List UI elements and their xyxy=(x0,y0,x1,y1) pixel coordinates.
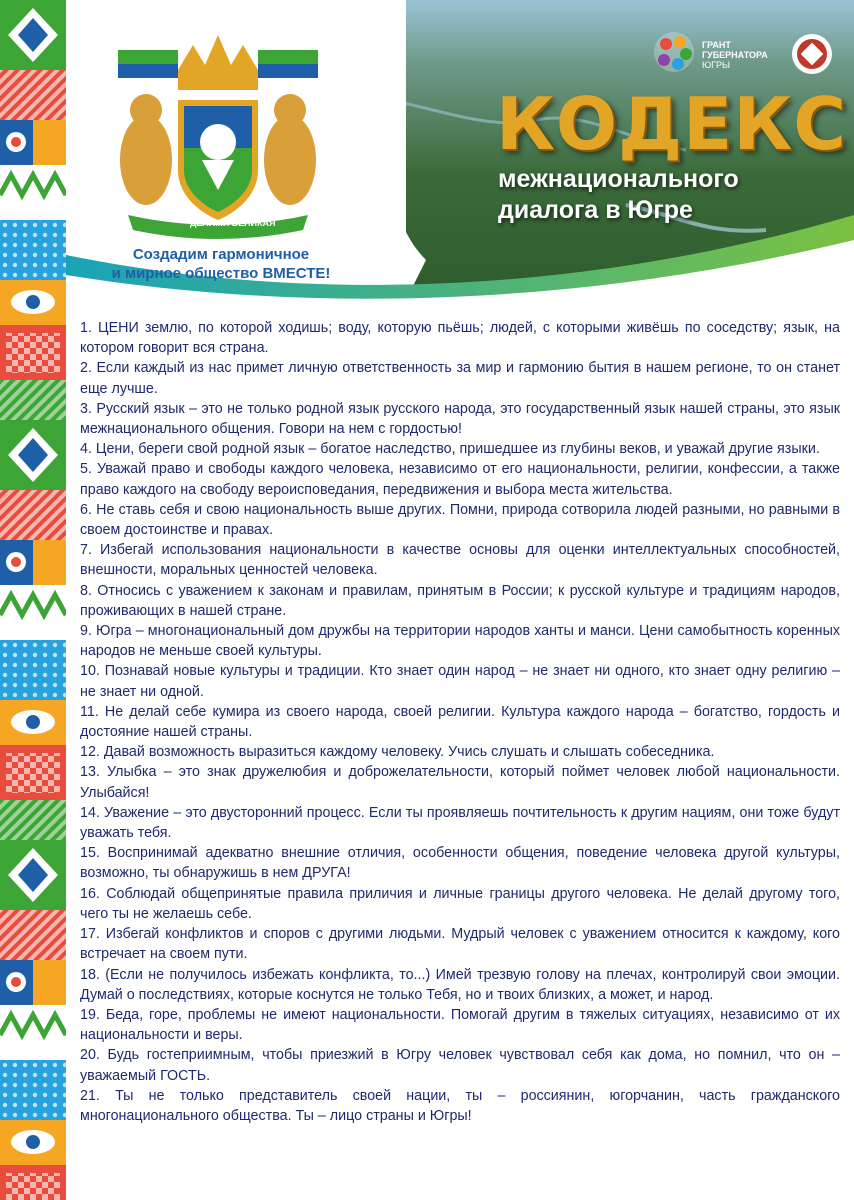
header-banner xyxy=(66,0,854,315)
code-item-19: 19. Беда, горе, проблемы не имеют национальности. Помогай другим в тяжелых ситуациях, независимо от их национальности и веры. xyxy=(80,1006,840,1044)
grant-line-1: ГРАНТ xyxy=(702,40,731,50)
coat-of-arms xyxy=(98,30,338,250)
grant-caption xyxy=(702,40,768,70)
code-item-12: 12. Давай возможность выразиться каждому человеку. Учись слушать и слышать собеседника. xyxy=(80,744,715,761)
code-item-2: 2. Если каждый из нас примет личную ответственность за мир и гармонию бытия в нашем регионе, то он станет еще лучше. xyxy=(80,360,840,397)
code-item-8: 8. Относись с уважением к законам и правилам, принятым в России; к русской культуре и традициям народов, проживающих в нашей стране. xyxy=(80,582,840,619)
code-item-13: 13. Улыбка – это знак дружелюбия и доброжелательности, который поймет человек любой национальности. Улыбайся! xyxy=(80,764,840,801)
coat-of-arms-icon xyxy=(98,30,338,250)
code-item-4: 4. Цени, береги свой родной язык – богатое наследство, пришедшее из глубины веков, и уважай другие языки. xyxy=(80,441,820,458)
code-item-17: 17. Избегай конфликтов и споров с другими людьми. Мудрый человек с уважением относится к каждому, кого встречает на своем пути. xyxy=(80,926,840,963)
code-item-18: 18. (Если не получилось избежать конфликта, то...) Имей трезвую голову на плечах, контролируй свои эмоции. Думай о последствиях, которые коснутся не только Тебя, но и твоих близких, а может, и народ. xyxy=(80,966,840,1003)
page-title: КОДЕКС xyxy=(496,82,848,166)
code-item-7: 7. Избегай использования национальности в качестве основы для оценки интеллектуальных способностей, внешности, моральных ценностей человека. xyxy=(80,542,840,579)
subtitle-line-1: межнационального xyxy=(498,165,739,193)
code-item-9: 9. Югра – многонациональный дом дружбы на территории народов ханты и манси. Цени самобытность коренных народов не меньше своей культуры. xyxy=(80,623,840,660)
grant-line-2: ГУБЕРНАТОРА xyxy=(702,50,768,60)
code-item-6: 6. Не ставь себя и свою национальность выше других. Помни, природа сотворила людей разными, но равными в своем достоинстве и правах. xyxy=(80,501,840,539)
motto-ribbon: ДЕЛАМИ ВЕЛИКАЯ xyxy=(190,218,276,228)
slogan-line-2: и мирное общество ВМЕСТЕ! xyxy=(111,265,331,282)
subtitle-line-2: диалога в Югре xyxy=(498,196,693,224)
ornament-pattern xyxy=(0,0,66,1200)
slogan xyxy=(86,245,356,283)
code-item-5: 5. Уважай право и свободы каждого человека, независимо от его национальности, религии, конфессии, а также право каждого на свободу вероисповедания, передвижения и выбора места жительства. xyxy=(80,461,840,498)
ornament-strip xyxy=(0,0,66,1200)
slogan-line-1: Создадим гармоничное xyxy=(132,246,310,263)
code-item-11: 11. Не делай себе кумира из своего народа, своей религии. Культура каждого народа – богатство, гордость и достояние нашей страны. xyxy=(80,703,840,741)
code-item-21: 21. Ты не только представитель своей нации, ты – россиянин, югорчанин, часть гражданского многонационального общества. Ты – лицо страны и Югры! xyxy=(80,1087,840,1124)
code-item-1: 1. ЦЕНИ землю, по которой ходишь; воду, которую пьёшь; людей, с которыми живёшь по соседству; язык, на котором говорит вся страна. xyxy=(80,320,840,357)
grant-line-3: ЮГРЫ xyxy=(702,60,730,70)
grant-logo xyxy=(652,30,842,84)
code-item-15: 15. Воспринимай адекватно внешние отличия, особенности общения, поведение человека другой культуры, возможно, ты обнаружишь в нем ДРУГА! xyxy=(80,845,840,882)
code-list xyxy=(80,318,840,1126)
code-item-20: 20. Будь гостеприимным, чтобы приезжий в Югру человек чувствовал себя как дома, но помнил, что он – уважаемый ГОСТЬ. xyxy=(80,1047,840,1084)
code-item-10: 10. Познавай новые культуры и традиции. Кто знает один народ – не знает ни одного, кто знает одну религию – не знает ни одной. xyxy=(80,663,840,700)
page-subtitle xyxy=(498,164,739,226)
code-item-3: 3. Русский язык – это не только родной язык русского народа, это государственный язык нашей страны, это язык межнационального общения. Говори на нем с гордостью! xyxy=(80,400,840,438)
code-item-16: 16. Соблюдай общепринятые правила приличия и личные границы другого человека. Не делай другому того, чего ты не желаешь себе. xyxy=(80,885,840,922)
code-item-14: 14. Уважение – это двусторонний процесс. Если ты проявляешь почтительность к другим нациям, они тоже будут уважать тебя. xyxy=(80,804,840,842)
